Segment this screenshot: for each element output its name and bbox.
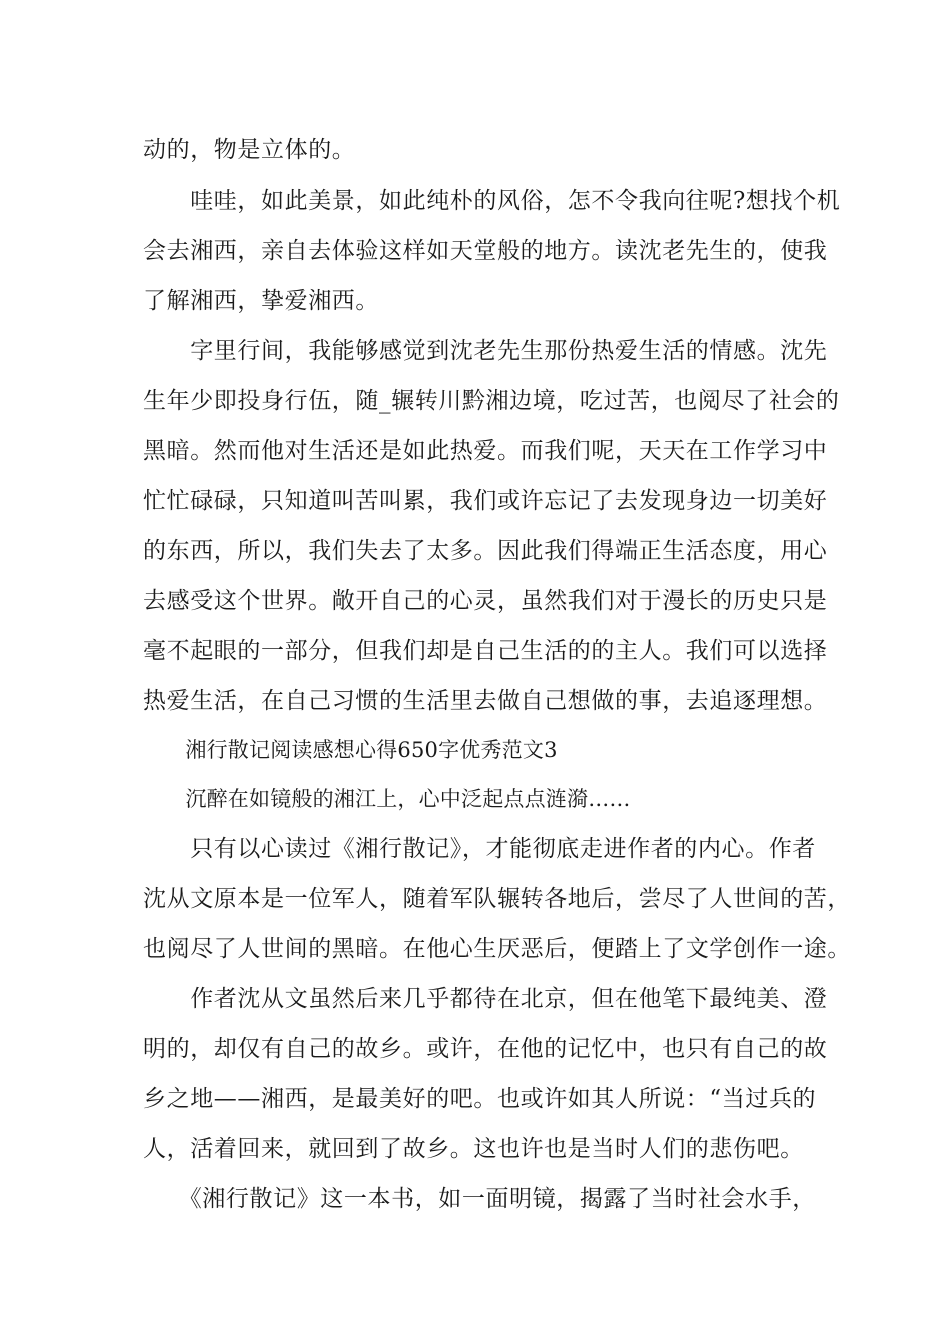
text-line: 生年少即投身行伍，随_辗转川黔湘边境，吃过苦，也阅尽了社会的 bbox=[143, 388, 840, 414]
text-line: 忙忙碌碌，只知道叫苦叫累，我们或许忘记了去发现身边一切美好 bbox=[143, 488, 828, 514]
text-line: 动的，物是立体的。 bbox=[143, 137, 356, 163]
text-line: 热爱生活，在自己习惯的生活里去做自己想做的事，去追逐理想。 bbox=[143, 688, 828, 714]
text-line: 《湘行散记》这一本书，如一面明镜，揭露了当时社会水手， bbox=[143, 1186, 816, 1212]
text-line: 只有以心读过《湘行散记》，才能彻底走进作者的内心。作者 bbox=[143, 836, 816, 862]
text-line: 去感受这个世界。敞开自己的心灵，虽然我们对于漫长的历史只是 bbox=[143, 588, 828, 614]
text-line: 的东西，所以，我们失去了太多。因此我们得端正生活态度，用心 bbox=[143, 538, 828, 564]
text-line: 了解湘西，挚爱湘西。 bbox=[143, 288, 379, 314]
text-line: 沈从文原本是一位军人，随着军队辗转各地后，尝尽了人世间的苦， bbox=[143, 886, 851, 912]
text-line: 沉醉在如镜般的湘江上，心中泛起点点涟漪…… bbox=[143, 787, 631, 811]
text-line: 明的，却仅有自己的故乡。或许，在他的记忆中，也只有自己的故 bbox=[143, 1036, 828, 1062]
text-line: 乡之地——湘西，是最美好的吧。也或许如其人所说：“当过兵的 bbox=[143, 1086, 817, 1112]
section-heading: 湘行散记阅读感想心得650字优秀范文3 bbox=[143, 738, 558, 762]
text-line: 毫不起眼的一部分，但我们却是自己生活的的主人。我们可以选择 bbox=[143, 638, 828, 664]
text-line: 作者沈从文虽然后来几乎都待在北京，但在他笔下最纯美、澄 bbox=[143, 986, 828, 1012]
text-line: 会去湘西，亲自去体验这样如天堂般的地方。读沈老先生的，使我 bbox=[143, 238, 828, 264]
text-line: 哇哇，如此美景，如此纯朴的风俗，怎不令我向往呢?想找个机 bbox=[143, 188, 841, 214]
text-line: 黑暗。然而他对生活还是如此热爱。而我们呢，天天在工作学习中 bbox=[143, 438, 828, 464]
text-line: 人，活着回来，就回到了故乡。这也许也是当时人们的悲伤吧。 bbox=[143, 1136, 804, 1162]
text-line: 字里行间，我能够感觉到沈老先生那份热爱生活的情感。沈先 bbox=[143, 338, 828, 364]
text-line: 也阅尽了人世间的黑暗。在他心生厌恶后，便踏上了文学创作一途。 bbox=[143, 936, 851, 962]
